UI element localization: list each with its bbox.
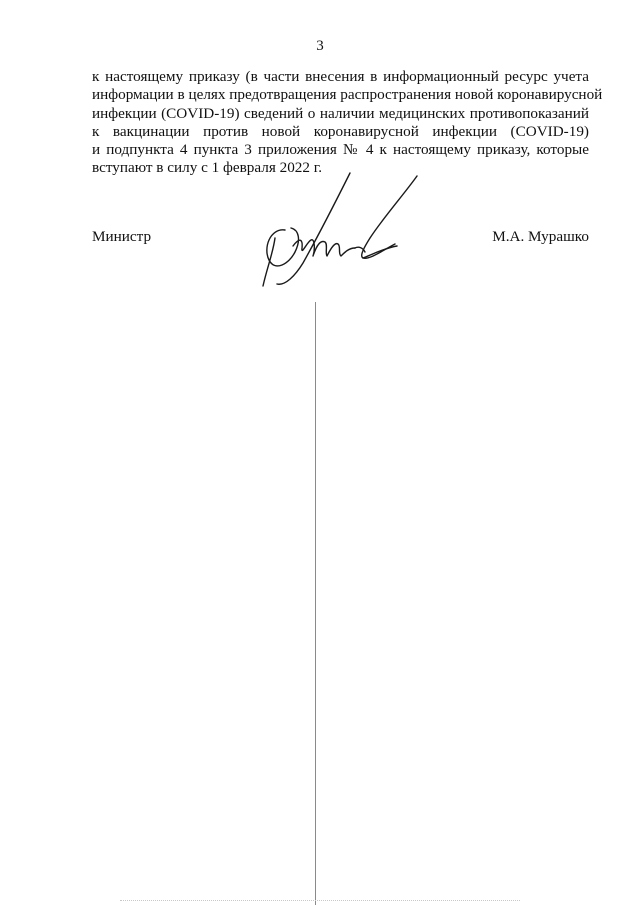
body-paragraph bbox=[92, 68, 603, 178]
signatory-name: М.А. Мурашко bbox=[492, 228, 589, 245]
body-line: к вакцинации против новой коронавирусной инфекции (COVID-19) bbox=[92, 122, 589, 140]
scan-edge-dots bbox=[120, 900, 520, 902]
signatory-position: Министр bbox=[92, 228, 152, 245]
body-line: инфекции (COVID-19) сведений о наличии медицинских противопоказаний bbox=[92, 104, 589, 122]
body-line: вступают в силу с 1 февраля 2022 г. bbox=[92, 159, 323, 177]
handwritten-signature-icon bbox=[255, 168, 430, 293]
page-number: 3 bbox=[316, 38, 324, 54]
body-line: информации в целях предотвращения распространения новой коронавирусной bbox=[92, 86, 603, 104]
body-line: и подпункта 4 пункта 3 приложения № 4 к настоящему приказу, которые bbox=[92, 141, 589, 159]
body-line: к настоящему приказу (в части внесения в информационный ресурс учета bbox=[92, 68, 589, 85]
scan-fold-line bbox=[315, 302, 316, 905]
